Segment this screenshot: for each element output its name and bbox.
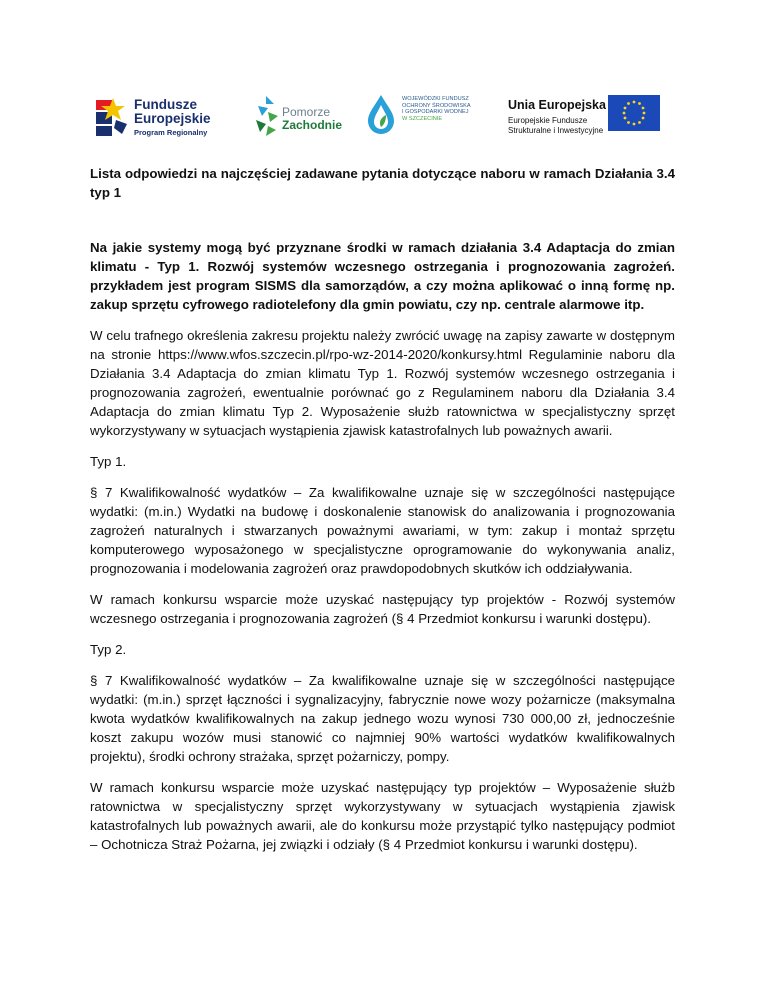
pomorze-zachodnie-logo (254, 92, 354, 142)
document-title: Lista odpowiedzi na najczęściej zadawane pytania dotyczące naboru w ramach Działania 3.4 typ 1 (90, 166, 675, 200)
question-heading: Na jakie systemy mogą być przyznane środki w ramach działania 3.4 Adaptacja do zmian klimatu - Typ 1. Rozwój systemów wczesnego ostrzegania i prognozowania zagrożeń. przykładem jest program SISMS dla samorządów, a czy można aplikować o inną formę np. zakup sprzętu cyfrowego radiotelefony dla gmin powiatu, czy np. centrale alarmowe itp. (90, 240, 675, 312)
ue-title: Unia Europejska (508, 98, 606, 112)
fe-line1: Fundusze (134, 97, 197, 112)
fundusze-europejskie-logo (96, 92, 226, 142)
wfos-logo (364, 92, 504, 142)
ue-sub2: Strukturalne i Inwestycyjne (508, 125, 604, 135)
unia-europejska-logo (508, 92, 668, 142)
wfos-line2: OCHRONY ŚRODOWISKA (402, 102, 471, 109)
pz-line2: Zachodnie (282, 118, 343, 132)
typ2-label: Typ 2. (90, 642, 127, 657)
logo-bar (96, 92, 676, 142)
fe-star-icon (96, 94, 130, 140)
pz-line1: Pomorze (282, 105, 331, 119)
wfos-drop-icon (364, 93, 398, 139)
answer-paragraph-1: W celu trafnego określenia zakresu projektu należy zwrócić uwagę na zapisy zawarte w dostępnym na stronie https://www.wfos.szczecin.pl/rpo-wz-2014-2020/konkursy.html Regulaminie naboru dla Działania 3.4 Adaptacja do zmian klimatu Typ 1. Rozwój systemów wczesnego ostrzegania i prognozowania zagrożeń, ewentualnie porównać go z Regulaminem naboru dla Działania 3.4 Adaptacja do zmian klimatu Typ 2. Wyposażenie służb ratownictwa w specjalistyczny sprzęt wykorzystywany w sytuacjach wystąpienia zjawisk katastrofalnych lub poważnych awarii. (90, 328, 675, 438)
answer-paragraph-4: § 7 Kwalifikowalność wydatków – Za kwalifikowalne uznaje się w szczególności następujące wydatki: (m.in.) sprzęt łączności i sygnalizacyjny, fabrycznie nowe wozy pożarnicze (maksymalna kwota wydatków kwalifikowalnych na zakup jednego wozu wynosi 730 000,00 zł, jednocześnie koszt zakupu wozów musi stanowić co najmniej 90% wartości wydatków kwalifikowalnych projektu), środki ochrony strażaka, sprzęt pożarniczy, pompy. (90, 673, 675, 764)
ue-sub1: Europejskie Fundusze (508, 116, 588, 125)
wfos-line3: I GOSPODARKI WODNEJ (402, 109, 469, 115)
answer-paragraph-2: § 7 Kwalifikowalność wydatków – Za kwalifikowalne uznaje się w szczególności następujące wydatki: (m.in.) Wydatki na budowę i doskonalenie stanowisk do analizowania i prognozowania zagrożeń naturalnych i stwarzanych poważnymi awariami, w tym: zakup i montaż sprzętu komputerowego wyposażonego w specjalistyczne oprogramowanie do wykonywania analiz, prognozowania i modelowania zagrożeń oraz prawdopodobnych skutków ich oddziaływania. (90, 485, 675, 576)
fe-line2: Europejskie (134, 111, 211, 126)
typ1-label: Typ 1. (90, 454, 127, 469)
answer-paragraph-5: W ramach konkursu wsparcie może uzyskać następujący typ projektów – Wyposażenie służb ratownictwa w specjalistyczny sprzęt wykorzystywany w sytuacjach wystąpienia zjawisk katastrofalnych lub poważnych awarii, ale do konkursu może przystąpić tylko następujący podmiot – Ochotnicza Straż Pożarna, jej związki i odziały (§ 4 Przedmiot konkursu i warunki dostępu). (90, 780, 675, 852)
document-body (90, 164, 675, 866)
wfos-line4: W SZCZECINIE (402, 115, 443, 122)
eu-flag-icon (608, 95, 660, 131)
pz-arrows-icon (254, 96, 280, 138)
answer-paragraph-3: W ramach konkursu wsparcie może uzyskać następujący typ projektów - Rozwój systemów wczesnego ostrzegania i prognozowania zagrożeń (§ 4 Przedmiot konkursu i warunki dostępu). (90, 592, 675, 626)
fe-subtitle: Program Regionalny (134, 128, 208, 137)
wfos-line1: WOJEWÓDZKI FUNDUSZ (402, 96, 469, 102)
